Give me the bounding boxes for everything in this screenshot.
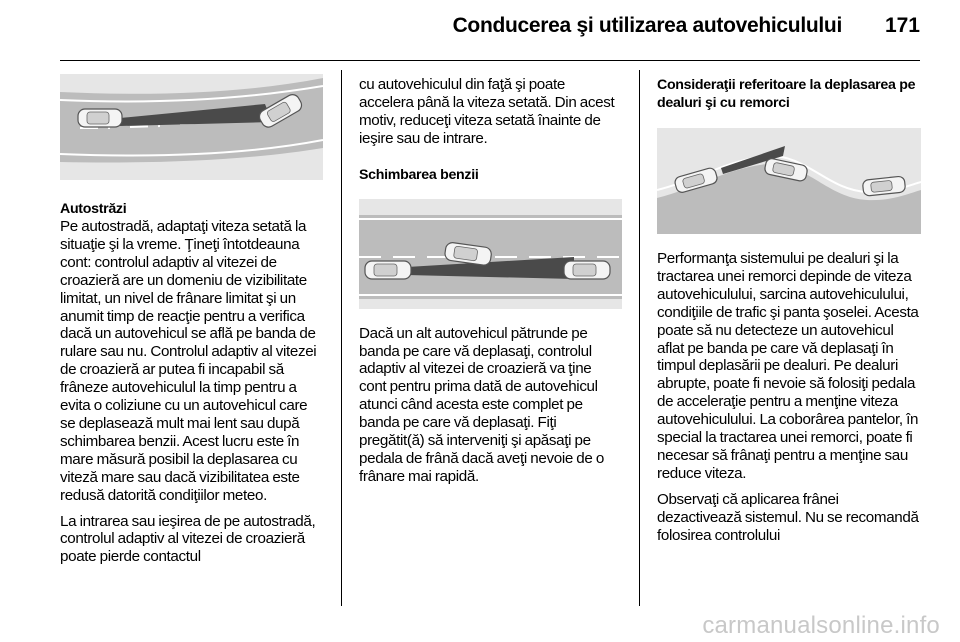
body-paragraph: La intrarea sau ieşirea de pe autostradă, controlul adaptiv al vitezei de croazieră poate pierde contactul	[60, 512, 316, 566]
header-title: Conducerea şi utilizarea autovehiculului	[452, 14, 842, 37]
header-rule	[60, 60, 920, 61]
column-divider	[341, 70, 342, 606]
column-left	[60, 74, 323, 566]
column-divider	[639, 70, 640, 606]
watermark: carmanualsonline.info	[702, 612, 940, 639]
highway-curve-illustration	[60, 74, 323, 180]
lane-change-illustration	[359, 199, 622, 309]
hills-illustration	[657, 128, 921, 234]
body-paragraph: Performanţa sistemului pe dealuri şi la tractarea unei remorci depinde de viteza autovehiculului, sarcina autovehiculului, condiţiile de trafic şi panta şoselei. Acesta poate să nu detecteze un autovehicul aflat pe banda pe care vă deplasaţi în timpul deplasării pe dealuri. Pe dealuri abrupte, poate fi nevoie să folosiţi pedala de acceleraţie pentru a menţine viteza autovehiculului. La coborârea pantelor, în special la tractarea unei remorci, poate fi necesar să frânaţi pentru a menţine sau reduce viteza.	[657, 250, 919, 482]
section-heading: Autostrăzi	[60, 201, 127, 217]
column-middle	[359, 76, 622, 486]
section-heading: Schimbarea benzii	[359, 166, 479, 183]
body-paragraph: Observaţi că aplicarea frânei dezactivează sistemul. Nu se recomandă folosirea controlului	[657, 490, 919, 544]
section-heading: Consideraţii referitoare la deplasarea pe dealuri şi cu remorci	[657, 77, 916, 111]
body-paragraph: Dacă un alt autovehicul pătrunde pe banda pe care vă deplasaţi, controlul adaptiv al vitezei de croazieră va ţine cont pentru prima dată de autovehicul atunci când acesta este complet pe banda pe care vă deplasaţi. Fiţi pregătit(ă) să interveniţi şi apăsaţi pe pedala de frână dacă aveţi nevoie de o frânare mai rapidă.	[359, 324, 604, 485]
column-right	[657, 76, 921, 545]
body-paragraph: Pe autostradă, adaptaţi viteza setată la situaţie şi la vreme. Ţineţi întotdeauna cont: controlul adaptiv al vitezei de croazieră are un domeniu de vizibilitate limitat, un nivel de frânare limitat şi un anumit timp de reacţie pentru a verifica dacă un autovehicul se află pe banda de rulare sau nu. Controlul adaptiv al vitezei de croazieră ar putea fi incapabil să frâneze autovehiculul la timp pentru a evita o coliziune cu un autovehicul care se deplasează mult mai lent sau după schimbarea benzii. Acest lucru este în mare măsură posibil la deplasarea cu viteză mare sau dacă vizibilitatea este redusă datorită condiţiilor meteo.	[60, 218, 317, 504]
page-header	[0, 0, 960, 62]
body-paragraph: cu autovehiculul din faţă şi poate accelera până la viteza setată. Din acest motiv, reduceţi viteza setată înainte de ieşire sau de intrare.	[359, 76, 615, 147]
page-number: 171	[884, 14, 920, 37]
